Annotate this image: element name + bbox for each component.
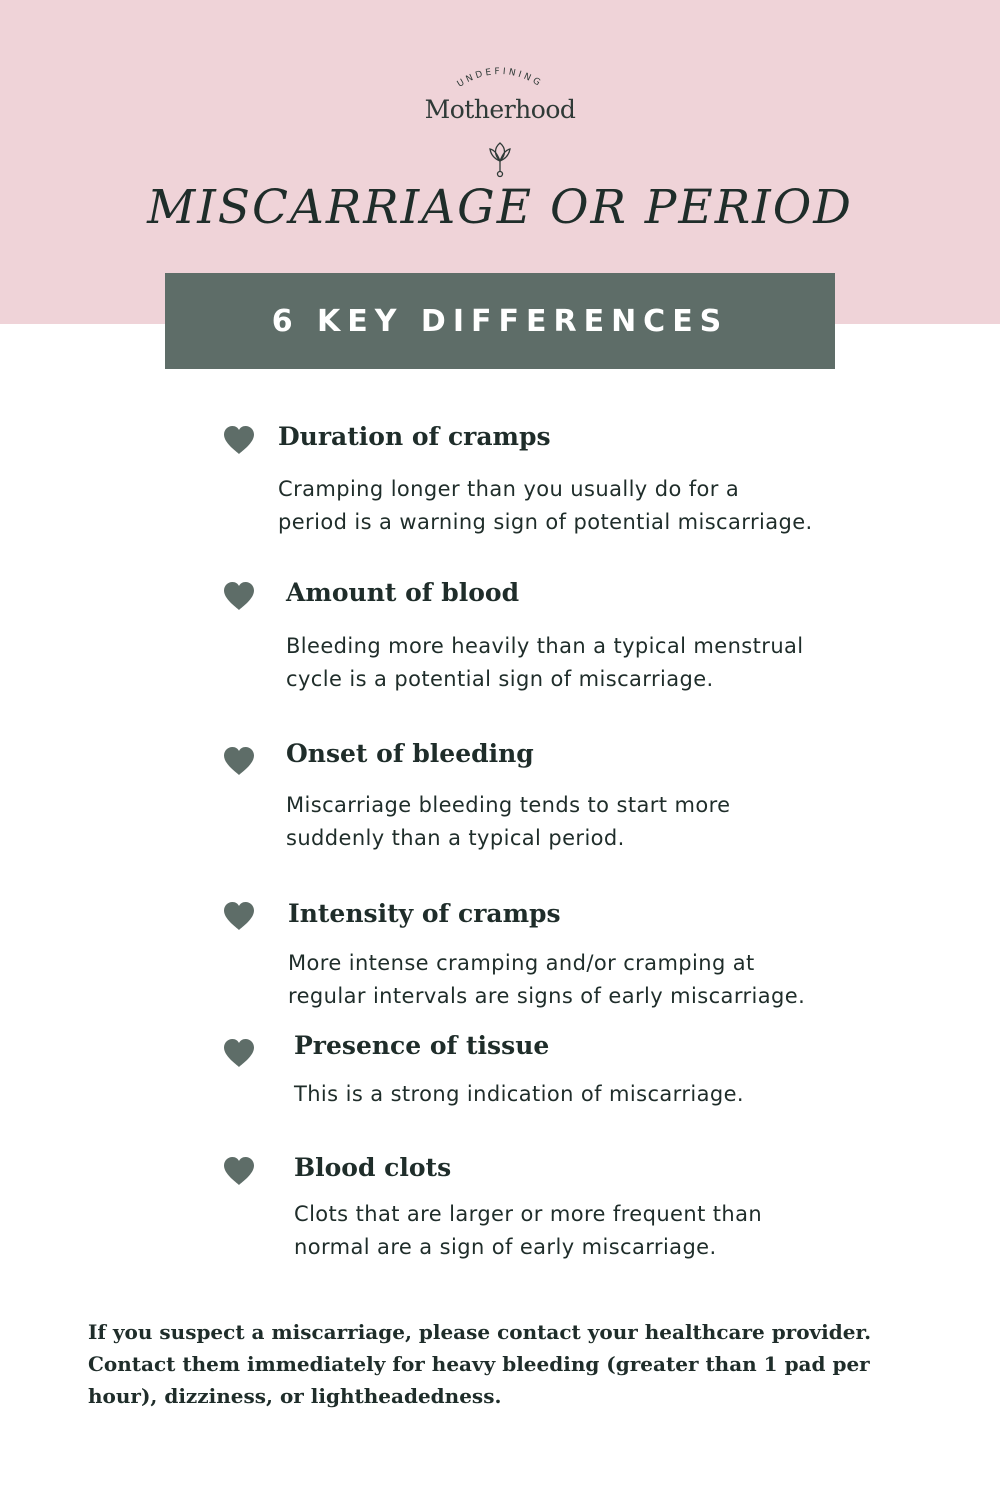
item-body-line: regular intervals are signs of early miscarriage. (288, 984, 806, 1008)
item-title-presence-of-tissue: Presence of tissue (294, 1031, 550, 1060)
footer-line: Contact them immediately for heavy bleeding (greater than 1 pad per (88, 1352, 870, 1376)
lotus-flower-icon (485, 139, 515, 179)
item-body-line: suddenly than a typical period. (286, 826, 625, 850)
item-title-amount-of-blood: Amount of blood (286, 578, 520, 607)
heart-icon (222, 746, 256, 776)
footer-advice (88, 1316, 928, 1412)
heart-icon (222, 425, 256, 455)
banner-label: 6 KEY DIFFERENCES (271, 303, 729, 339)
item-body-line: Bleeding more heavily than a typical menstrual (286, 634, 804, 658)
heart-icon (222, 901, 256, 931)
svg-text:UNDEFINING (456, 67, 545, 90)
page-title: MISCARRIAGE OR PERIOD (147, 180, 853, 235)
item-title-blood-clots: Blood clots (294, 1153, 452, 1182)
brand-tagline: UNDEFINING (455, 66, 545, 90)
item-body-line: period is a warning sign of potential miscarriage. (278, 510, 813, 534)
brand-name: Motherhood (424, 95, 576, 124)
item-body-presence-of-tissue (294, 1078, 894, 1111)
item-title-intensity-of-cramps: Intensity of cramps (288, 899, 561, 928)
item-title-duration-of-cramps: Duration of cramps (278, 422, 551, 451)
item-body-line: This is a strong indication of miscarriage. (294, 1082, 745, 1106)
item-body-line: cycle is a potential sign of miscarriage. (286, 667, 714, 691)
item-body-amount-of-blood (286, 630, 886, 696)
item-body-line: Clots that are larger or more frequent than (294, 1202, 763, 1226)
heart-icon (222, 1156, 256, 1186)
heart-icon (222, 1038, 256, 1068)
heart-icon (222, 581, 256, 611)
item-body-intensity-of-cramps (288, 947, 888, 1013)
brand-tagline-arc (440, 56, 560, 96)
item-body-onset-of-bleeding (286, 789, 886, 855)
item-body-line: Miscarriage bleeding tends to start more (286, 793, 731, 817)
footer-line: hour), dizziness, or lightheadedness. (88, 1384, 502, 1408)
item-body-duration-of-cramps (278, 473, 878, 539)
footer-line: If you suspect a miscarriage, please contact your healthcare provider. (88, 1320, 872, 1344)
item-body-line: Cramping longer than you usually do for a (278, 477, 740, 501)
item-body-line: normal are a sign of early miscarriage. (294, 1235, 717, 1259)
item-title-onset-of-bleeding: Onset of bleeding (286, 739, 534, 768)
key-differences-banner (165, 273, 835, 369)
item-body-blood-clots (294, 1198, 894, 1264)
item-body-line: More intense cramping and/or cramping at (288, 951, 755, 975)
